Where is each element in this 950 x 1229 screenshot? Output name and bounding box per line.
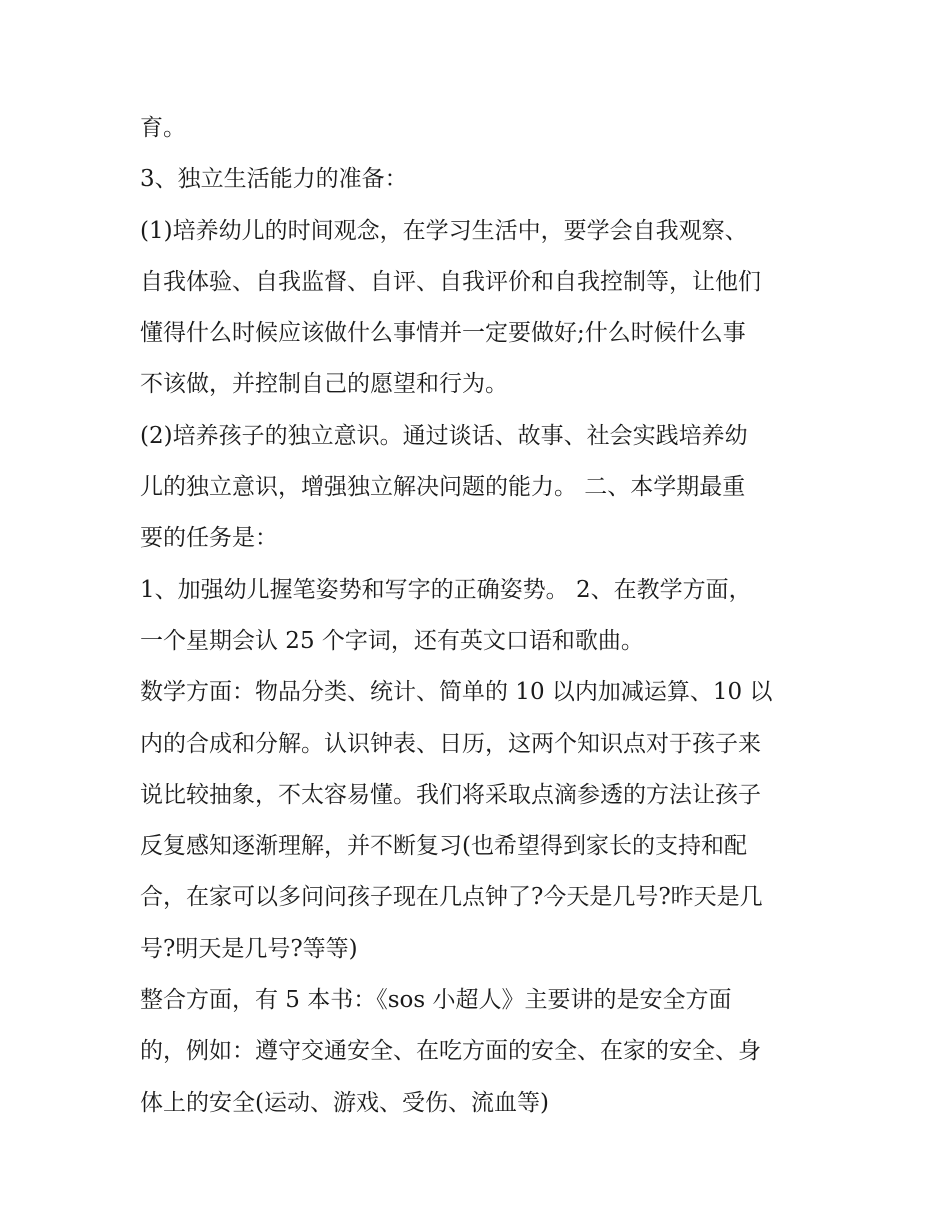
text-line: 体上的安全(运动、游戏、受伤、流血等) [140,1089,549,1116]
document-body [140,103,820,1129]
text-line: 号?明天是几号?等等) [140,935,358,962]
text-line: (2)培养孩子的独立意识。通过谈话、故事、社会实践培养幼 [140,422,748,449]
text-line: 反复感知逐渐理解，并不断复习(也希望得到家长的支持和配 [140,833,747,860]
text-line: 育。 [140,115,186,141]
text-line: 数学方面：物品分类、统计、简单的 10 以内加减运算、10 以 [140,679,773,706]
text-line: 内的合成和分解。认识钟表、日历，这两个知识点对于孩子来 [140,730,761,757]
text-line: 的，例如：遵守交通安全、在吃方面的安全、在家的安全、身 [140,1038,761,1065]
text-line: 整合方面，有 5 本书：《sos 小超人》主要讲的是安全方面 [140,987,732,1014]
text-line: 儿的独立意识，增强独立解决问题的能力。 二、本学期最重 [140,474,746,501]
text-line: 一个星期会认 25 个字词，还有英文口语和歌曲。 [140,627,644,654]
text-line: 自我体验、自我监督、自评、自我评价和自我控制等，让他们 [140,268,761,295]
text-line: 不该做，并控制自己的愿望和行为。 [140,371,508,398]
text-line: 1、加强幼儿握笔姿势和写字的正确姿势。 2、在教学方面， [140,576,752,603]
text-line: 3、独立生活能力的准备： [140,166,408,193]
text-line: 说比较抽象，不太容易懂。我们将采取点滴参透的方法让孩子 [140,781,761,808]
text-line: (1)培养幼儿的时间观念，在学习生活中，要学会自我观察、 [140,217,748,244]
text-line: 懂得什么时候应该做什么事情并一定要做好;什么时候什么事 [140,320,746,347]
text-line: 要的任务是： [140,525,278,552]
text-line: 合，在家可以多问问孩子现在几点钟了?今天是几号?昨天是几 [140,884,763,911]
